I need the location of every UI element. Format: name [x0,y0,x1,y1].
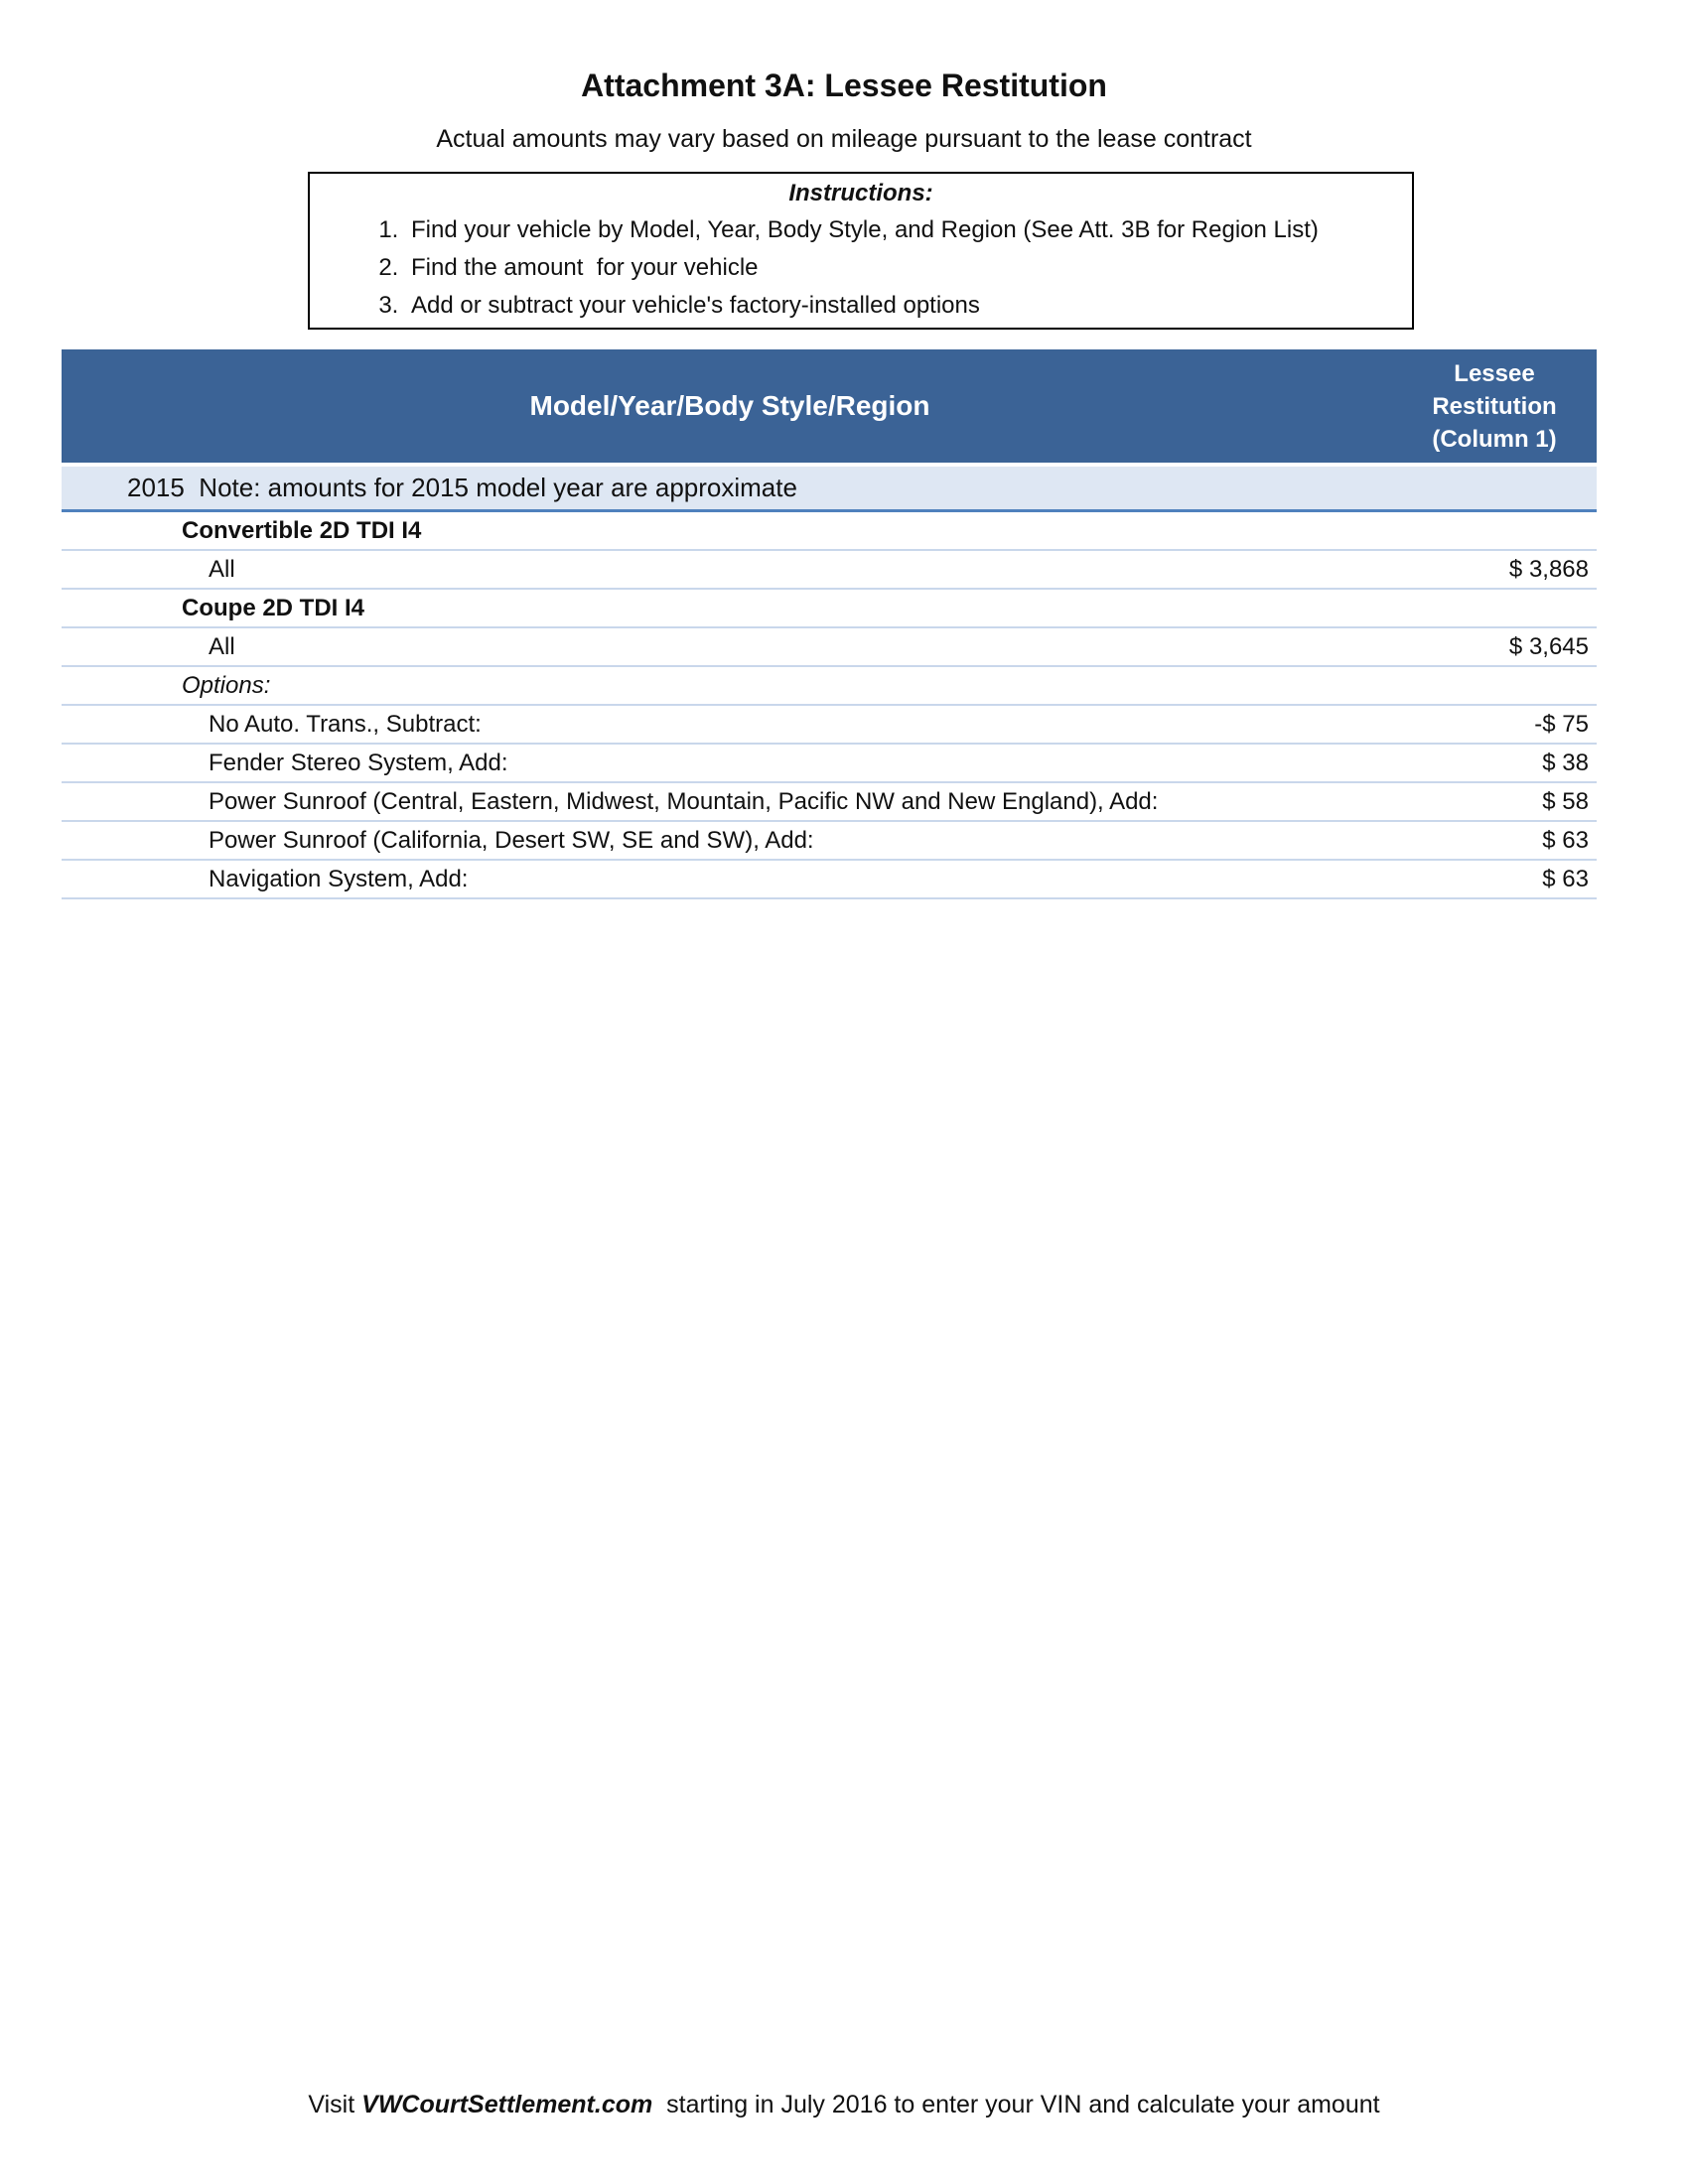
row-amount: $ 38 [1542,749,1589,776]
row-label: All [209,632,235,660]
instructions-list [310,211,1412,325]
column-header-lessee-restitution [1398,349,1597,463]
footer-note [0,2091,1688,2119]
table-row [62,551,1597,590]
header-line-3: (Column 1) [1432,425,1557,453]
instruction-item: 2. Find the amount for your vehicle [405,249,1412,287]
row-amount: $ 63 [1542,826,1589,854]
row-label: All [209,555,235,583]
table-row [62,783,1597,822]
table-row [62,706,1597,745]
page-subtitle: Actual amounts may vary based on mileage pursuant to the lease contract [436,125,1252,153]
footer-prefix: Visit [308,2091,362,2118]
row-label: Power Sunroof (Central, Eastern, Midwest, Mountain, Pacific NW and New England), Add: [209,787,1159,815]
header-line-1: Lessee [1454,359,1535,387]
row-amount: $ 58 [1542,787,1589,815]
year-band-row [62,467,1597,512]
table-row [62,628,1597,667]
footer-suffix: starting in July 2016 to enter your VIN and calculate your amount [652,2091,1380,2118]
instruction-item: 1. Find your vehicle by Model, Year, Body Style, and Region (See Att. 3B for Region List) [405,211,1412,249]
instructions-heading: Instructions: [788,180,933,206]
footer-site-name: VWCourtSettlement.com [361,2091,653,2118]
table-row [62,512,1597,551]
table-row [62,822,1597,861]
row-label: Fender Stereo System, Add: [209,749,508,776]
table-row [62,667,1597,706]
instructions-box [308,172,1414,330]
row-amount: -$ 75 [1534,710,1589,738]
row-label: Convertible 2D TDI I4 [182,516,422,544]
table-row [62,590,1597,628]
table-row [62,745,1597,783]
row-label: Coupe 2D TDI I4 [182,594,365,621]
header-line-2: Restitution [1432,392,1557,420]
row-label: Navigation System, Add: [209,865,469,892]
table-header-row [62,349,1597,463]
column-header-model-year-body-region: Model/Year/Body Style/Region [529,390,930,421]
table-body [62,512,1597,899]
row-label: Power Sunroof (California, Desert SW, SE and SW), Add: [209,826,814,854]
row-label: No Auto. Trans., Subtract: [209,710,482,738]
row-amount: $ 63 [1542,865,1589,892]
year-band-label: 2015 Note: amounts for 2015 model year are approximate [127,473,797,502]
page-title: Attachment 3A: Lessee Restitution [581,68,1107,103]
instruction-item: 3. Add or subtract your vehicle's factory-installed options [405,287,1412,325]
restitution-table [62,349,1597,899]
table-row [62,861,1597,899]
row-amount: $ 3,645 [1508,632,1589,660]
row-amount: $ 3,868 [1508,555,1589,583]
row-label: Options: [182,671,271,699]
